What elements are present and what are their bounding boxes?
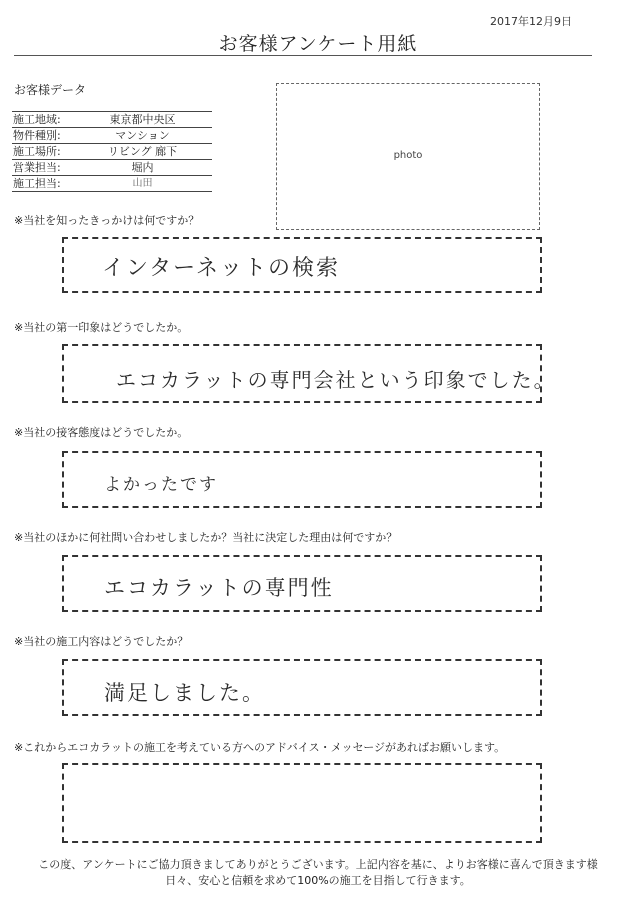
survey-date: 2017年12月9日 <box>490 15 572 28</box>
row-value: リビング 廊下 <box>107 145 178 158</box>
footer-line-1: この度、アンケートにご協力頂きましてありがとうございます。上記内容を基に、よりお客様に喜んで頂きます様 <box>38 858 598 871</box>
row-label: 営業担当: <box>13 161 61 174</box>
answer-box-3 <box>62 451 542 508</box>
customer-row-installer <box>12 176 212 192</box>
question-1: ※当社を知ったきっかけは何ですか？ <box>14 214 200 227</box>
question-6: ※これからエコカラットの施工を考えている方へのアドバイス・メッセージがあればお願いします。 <box>14 741 506 754</box>
answer-box-4 <box>62 555 542 612</box>
question-4: ※当社のほかに何社問い合わせしましたか？当社に決定した理由は何ですか？ <box>14 531 398 544</box>
customer-row-sales-rep <box>12 160 212 176</box>
row-label: 施工地域: <box>13 113 61 126</box>
row-value: 東京都中央区 <box>109 113 176 126</box>
row-value: マンション <box>115 129 170 142</box>
answer-2: エコカラットの専門会社という印象でした。 <box>116 368 556 392</box>
row-label: 施工担当: <box>13 177 61 190</box>
row-label: 施工場所: <box>13 145 61 158</box>
customer-row-property-type <box>12 128 212 144</box>
question-5: ※当社の施工内容はどうでしたか？ <box>14 635 189 648</box>
answer-5: 満足しました。 <box>104 681 265 705</box>
customer-row-area <box>12 112 212 128</box>
row-value-handwritten: 山田 <box>132 178 153 189</box>
answer-4: エコカラットの専門性 <box>104 576 334 600</box>
answer-1: インターネットの検索 <box>102 256 341 281</box>
answer-box-2 <box>62 344 556 403</box>
customer-data-heading: お客様データ <box>14 83 87 97</box>
answer-box-5 <box>62 659 542 716</box>
page-title: お客様アンケート用紙 <box>218 33 418 55</box>
answer-3: よかったです <box>104 475 218 495</box>
photo-label: photo <box>393 150 423 161</box>
row-value: 堀内 <box>131 161 154 174</box>
title-underline <box>14 55 592 56</box>
photo-placeholder <box>276 83 540 230</box>
row-label: 物件種別: <box>13 129 61 142</box>
customer-row-location <box>12 144 212 160</box>
footer-line-2: 日々、安心と信頼を求めて100%の施工を目指して行きます。 <box>165 874 471 887</box>
answer-box-1 <box>62 237 542 293</box>
customer-data-table <box>12 111 212 192</box>
question-3: ※当社の接客態度はどうでしたか。 <box>14 426 189 439</box>
question-2: ※当社の第一印象はどうでしたか。 <box>14 321 189 334</box>
answer-box-6 <box>62 763 542 843</box>
